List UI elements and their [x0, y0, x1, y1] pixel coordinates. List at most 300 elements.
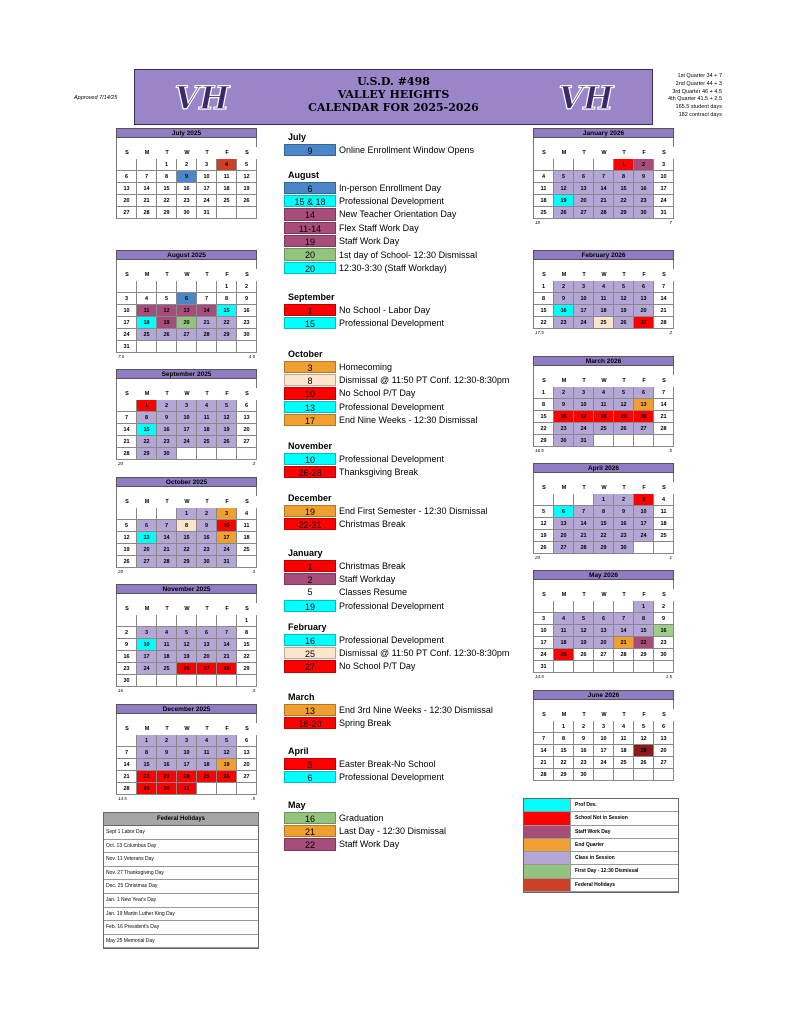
month-title: January 2026 [533, 128, 674, 138]
valley-heights-logo [549, 77, 623, 115]
day-cell: 17 [117, 317, 137, 329]
day-cell: 21 [117, 436, 137, 448]
day-cell: 29 [614, 207, 634, 219]
empty-cell [137, 508, 157, 520]
event-description: Professional Development [339, 634, 445, 645]
day-cell: 27 [634, 423, 654, 435]
weekday-label: S [125, 726, 129, 732]
day-cell: 22 [534, 423, 554, 435]
event-date: 3 [284, 758, 336, 770]
empty-cell [117, 615, 137, 627]
day-cell: 9 [157, 747, 177, 759]
weekday-label: T [582, 378, 586, 384]
day-cell: 20 [634, 411, 654, 423]
day-cell: 10 [574, 293, 594, 305]
day-cell: 1 [217, 281, 237, 293]
day-cell: 31 [217, 556, 237, 568]
weekday-label: T [582, 592, 586, 598]
day-cell: 14 [217, 639, 237, 651]
day-cell: 12 [614, 399, 634, 411]
day-cell: 13 [594, 625, 614, 637]
day-cell: 27 [237, 436, 257, 448]
month-day-counts [533, 781, 674, 789]
day-cell: 21 [654, 305, 674, 317]
day-cell: 26 [117, 556, 137, 568]
day-cell: 12 [554, 183, 574, 195]
empty-cell [217, 448, 237, 460]
day-cell: 21 [574, 530, 594, 542]
day-cell: 11 [654, 506, 674, 518]
day-cell: 14 [197, 305, 217, 317]
event-row [284, 757, 444, 770]
day-cell: 13 [554, 518, 574, 530]
day-cell: 30 [117, 675, 137, 687]
event-date: 22-31 [284, 518, 336, 530]
day-cell: 14 [117, 424, 137, 436]
day-cell: 9 [614, 506, 634, 518]
day-cell: 2 [654, 601, 674, 613]
day-cell: 23 [554, 317, 574, 329]
event-month-section [284, 688, 493, 730]
legend-item [524, 852, 678, 865]
day-cell: 16 [634, 183, 654, 195]
weekday-label: W [184, 606, 190, 612]
valley-heights-logo [165, 77, 239, 115]
quarter-line: 1st Quarter 34 + 7 [677, 73, 722, 79]
day-cell: 30 [614, 542, 634, 554]
day-cell: 26 [614, 317, 634, 329]
day-cell: 10 [177, 747, 197, 759]
day-cell: 7 [137, 171, 157, 183]
event-date: 11-14 [284, 222, 336, 234]
empty-cell [197, 675, 217, 687]
empty-cell [137, 159, 157, 171]
empty-cell [554, 159, 574, 171]
empty-cell [117, 400, 137, 412]
month-calendar [533, 356, 674, 455]
event-description: End 3rd Nine Weeks - 12:30 Dismissal [339, 704, 493, 715]
student-days: 17.5 [535, 330, 544, 335]
weekday-label: F [642, 712, 646, 718]
weekday-label: W [184, 272, 190, 278]
empty-cell [177, 448, 197, 460]
day-cell: 23 [157, 436, 177, 448]
weekday-label: S [245, 391, 249, 397]
day-cell: 26 [237, 195, 257, 207]
event-row [284, 599, 444, 612]
day-cell: 29 [534, 435, 554, 447]
event-row [284, 316, 444, 329]
day-cell: 26 [217, 771, 237, 783]
event-description: Professional Development [339, 401, 445, 412]
day-cell: 16 [177, 183, 197, 195]
day-cell: 25 [594, 317, 614, 329]
day-cell: 24 [177, 436, 197, 448]
event-date: 20 [284, 262, 336, 274]
day-cell: 4 [594, 281, 614, 293]
day-cell: 6 [654, 721, 674, 733]
day-cell: 1 [157, 159, 177, 171]
day-cell: 8 [137, 747, 157, 759]
empty-cell [117, 159, 137, 171]
extra-days: 3 [252, 569, 255, 574]
weekday-label: S [125, 499, 129, 505]
day-cell: 25 [554, 649, 574, 661]
day-cell: 5 [217, 400, 237, 412]
student-days: 16.5 [535, 448, 544, 453]
weekday-label: T [205, 726, 209, 732]
day-cell: 20 [197, 651, 217, 663]
day-cell: 30 [157, 448, 177, 460]
empty-cell [237, 448, 257, 460]
day-cell: 23 [117, 663, 137, 675]
event-date: 20 [284, 248, 336, 260]
day-cell: 13 [237, 412, 257, 424]
empty-cell [534, 494, 554, 506]
event-row [284, 559, 444, 572]
day-cell: 11 [217, 171, 237, 183]
event-row [284, 360, 509, 373]
day-cell: 2 [614, 494, 634, 506]
event-description: Classes Resume [339, 587, 408, 598]
day-cell: 20 [117, 195, 137, 207]
day-cell: 24 [197, 195, 217, 207]
day-cell: 18 [137, 317, 157, 329]
legend-swatch [524, 826, 571, 838]
day-cell: 12 [574, 625, 594, 637]
day-cell: 25 [614, 757, 634, 769]
empty-cell [654, 769, 674, 781]
day-cell: 6 [574, 171, 594, 183]
day-cell: 25 [157, 663, 177, 675]
logo-text: VH [558, 79, 614, 115]
weekday-label: M [561, 378, 567, 384]
day-cell: 27 [137, 556, 157, 568]
extra-days: 3 [252, 461, 255, 466]
event-month-title: November [288, 441, 333, 451]
legend-label: Prof Dev. [575, 802, 597, 808]
month-calendar [116, 477, 257, 576]
day-cell: 31 [177, 783, 197, 795]
month-calendar [116, 704, 257, 803]
day-cell: 8 [614, 171, 634, 183]
day-cell: 9 [197, 520, 217, 532]
student-days: 14.5 [535, 674, 544, 679]
empty-cell [654, 661, 674, 673]
day-cell: 4 [237, 508, 257, 520]
day-cell: 1 [237, 615, 257, 627]
day-cell: 21 [197, 317, 217, 329]
weekday-label: S [245, 150, 249, 156]
empty-cell [157, 508, 177, 520]
day-cell: 1 [137, 735, 157, 747]
day-cell: 15 [554, 745, 574, 757]
day-cell: 30 [554, 435, 574, 447]
month-title: May 2026 [533, 570, 674, 580]
holiday-row: Sept 1 Labor Day [104, 826, 258, 840]
event-month-title: December [288, 493, 332, 503]
legend-swatch [524, 812, 571, 824]
month-title: April 2026 [533, 463, 674, 473]
day-cell: 11 [137, 305, 157, 317]
day-cell: 17 [137, 651, 157, 663]
month-title: July 2025 [116, 128, 257, 138]
event-date: 15 & 18 [284, 195, 336, 207]
empty-cell [614, 435, 634, 447]
day-cell: 11 [157, 639, 177, 651]
day-cell: 1 [634, 601, 654, 613]
day-cell: 12 [177, 639, 197, 651]
day-cell: 24 [217, 544, 237, 556]
day-cell: 4 [534, 171, 554, 183]
day-cell: 25 [197, 771, 217, 783]
event-row [284, 261, 477, 274]
day-cell: 27 [574, 207, 594, 219]
event-row [284, 517, 488, 530]
day-cell: 10 [197, 171, 217, 183]
holiday-row: Feb. 16 President's Day [104, 921, 258, 935]
empty-cell [137, 341, 157, 353]
weekday-label: M [144, 499, 150, 505]
empty-cell [594, 435, 614, 447]
day-cell: 8 [634, 613, 654, 625]
day-cell: 26 [217, 436, 237, 448]
day-cell: 21 [157, 544, 177, 556]
event-description: No School P/T Day [339, 388, 416, 399]
extra-days: 1 [669, 555, 672, 560]
event-description: Graduation [339, 812, 384, 823]
event-date: 13 [284, 704, 336, 716]
day-cell: 29 [177, 556, 197, 568]
day-cell: 16 [237, 305, 257, 317]
day-cell: 14 [574, 518, 594, 530]
event-month-section [284, 345, 509, 427]
day-cell: 29 [157, 207, 177, 219]
day-cell: 7 [117, 747, 137, 759]
day-cell: 5 [554, 171, 574, 183]
title-line: CALENDAR FOR 2025-2026 [308, 101, 479, 114]
month-title: November 2025 [116, 584, 257, 594]
empty-cell [237, 207, 257, 219]
day-cell: 19 [634, 745, 654, 757]
legend-item [524, 839, 678, 852]
day-cell: 19 [217, 759, 237, 771]
weekday-label: F [225, 272, 229, 278]
day-cell: 21 [217, 651, 237, 663]
day-cell: 7 [117, 412, 137, 424]
day-cell: 25 [654, 530, 674, 542]
day-cell: 15 [137, 424, 157, 436]
day-cell: 7 [614, 613, 634, 625]
day-cell: 24 [534, 649, 554, 661]
weekday-label: M [561, 712, 567, 718]
day-cell: 26 [614, 423, 634, 435]
day-cell: 7 [574, 506, 594, 518]
day-cell: 24 [634, 530, 654, 542]
day-cell: 2 [554, 281, 574, 293]
event-description: Thanksgiving Break [339, 467, 419, 478]
event-description: Staff Work Day [339, 236, 400, 247]
event-description: Professional Development [339, 600, 445, 611]
day-cell: 22 [157, 195, 177, 207]
day-cell: 24 [574, 317, 594, 329]
day-cell: 9 [237, 293, 257, 305]
day-cell: 11 [237, 520, 257, 532]
day-cell: 21 [117, 771, 137, 783]
empty-cell [137, 615, 157, 627]
day-cell: 8 [137, 412, 157, 424]
holiday-row: Nov. 27 Thanksgiving Day [104, 867, 258, 881]
event-description: Professional Development [339, 453, 445, 464]
weekday-label: W [601, 712, 607, 718]
day-cell: 18 [197, 759, 217, 771]
weekday-label: S [662, 378, 666, 384]
empty-cell [594, 769, 614, 781]
day-cell: 12 [634, 733, 654, 745]
day-cell: 17 [217, 532, 237, 544]
day-cell: 8 [554, 733, 574, 745]
weekday-label: S [245, 726, 249, 732]
empty-cell [237, 675, 257, 687]
event-date: 5 [307, 587, 313, 598]
day-cell: 19 [614, 411, 634, 423]
quarter-line: 182 contract days [678, 111, 722, 118]
event-description: No School - Labor Day [339, 304, 431, 315]
weekday-label: S [542, 592, 546, 598]
day-cell: 15 [534, 411, 554, 423]
day-cell: 14 [654, 293, 674, 305]
event-month-title: April [288, 746, 309, 756]
day-cell: 31 [534, 661, 554, 673]
day-cell: 28 [594, 207, 614, 219]
event-description: Online Enrollment Window Opens [339, 144, 475, 155]
event-month-title: May [288, 800, 306, 810]
weekday-label: W [184, 726, 190, 732]
empty-cell [217, 675, 237, 687]
weekday-label: S [542, 272, 546, 278]
weekday-label: T [622, 272, 626, 278]
day-cell: 25 [534, 207, 554, 219]
day-cell: 2 [197, 508, 217, 520]
day-cell: 7 [197, 293, 217, 305]
empty-cell [157, 615, 177, 627]
day-cell: 22 [634, 637, 654, 649]
day-cell: 9 [157, 412, 177, 424]
day-cell: 17 [534, 637, 554, 649]
event-month-title: September [288, 292, 335, 302]
day-cell: 20 [574, 195, 594, 207]
weekday-label: S [542, 485, 546, 491]
day-cell: 23 [237, 317, 257, 329]
weekday-label: T [582, 485, 586, 491]
day-cell: 27 [237, 771, 257, 783]
day-cell: 5 [634, 721, 654, 733]
month-day-counts [116, 795, 257, 803]
empty-cell [634, 435, 654, 447]
day-cell: 3 [594, 721, 614, 733]
day-cell: 10 [177, 412, 197, 424]
event-row [284, 646, 509, 659]
empty-cell [137, 675, 157, 687]
day-cell: 13 [634, 399, 654, 411]
weekday-label: T [165, 499, 169, 505]
event-row [284, 770, 444, 783]
day-cell: 23 [197, 544, 217, 556]
event-month-section [284, 796, 446, 851]
event-description: In-person Enrollment Day [339, 182, 442, 193]
day-cell: 17 [574, 305, 594, 317]
day-cell: 12 [237, 171, 257, 183]
day-cell: 6 [634, 387, 654, 399]
legend-item [524, 826, 678, 839]
legend-swatch [524, 865, 571, 877]
day-cell: 22 [534, 317, 554, 329]
weekday-label: W [601, 592, 607, 598]
weekday-label: F [642, 485, 646, 491]
weekday-label: M [561, 485, 567, 491]
day-cell: 15 [217, 305, 237, 317]
day-cell: 15 [634, 625, 654, 637]
month-calendar [533, 250, 674, 337]
day-cell: 16 [574, 745, 594, 757]
legend-swatch [524, 852, 571, 864]
day-cell: 26 [554, 207, 574, 219]
day-cell: 13 [137, 532, 157, 544]
event-month-title: August [288, 170, 319, 180]
day-cell: 25 [197, 436, 217, 448]
day-cell: 26 [534, 542, 554, 554]
day-cell: 6 [554, 506, 574, 518]
day-cell: 24 [594, 757, 614, 769]
event-month-section [284, 544, 444, 613]
calendar-title [255, 75, 532, 114]
empty-cell [654, 542, 674, 554]
month-calendar [533, 570, 674, 681]
empty-cell [614, 769, 634, 781]
event-row [284, 400, 509, 413]
day-cell: 17 [177, 424, 197, 436]
day-cell: 8 [237, 627, 257, 639]
weekday-label: F [642, 378, 646, 384]
day-cell: 3 [117, 293, 137, 305]
day-cell: 1 [534, 281, 554, 293]
day-cell: 20 [177, 317, 197, 329]
day-cell: 10 [634, 506, 654, 518]
day-cell: 9 [574, 733, 594, 745]
day-cell: 18 [534, 195, 554, 207]
day-cell: 13 [634, 293, 654, 305]
event-row [284, 824, 446, 837]
day-cell: 4 [157, 627, 177, 639]
day-cell: 9 [177, 171, 197, 183]
event-row [284, 586, 444, 599]
day-cell: 19 [534, 530, 554, 542]
event-description: Staff Workday [339, 574, 396, 585]
day-cell: 4 [554, 613, 574, 625]
event-description: Professional Development [339, 772, 445, 783]
empty-cell [117, 281, 137, 293]
legend-swatch [524, 879, 571, 891]
day-cell: 22 [137, 771, 157, 783]
event-row [284, 143, 474, 156]
day-cell: 14 [117, 759, 137, 771]
weekday-label: M [561, 592, 567, 598]
day-cell: 2 [177, 159, 197, 171]
weekday-label: T [622, 592, 626, 598]
month-day-counts [116, 219, 257, 227]
day-cell: 18 [197, 424, 217, 436]
day-cell: 5 [177, 627, 197, 639]
